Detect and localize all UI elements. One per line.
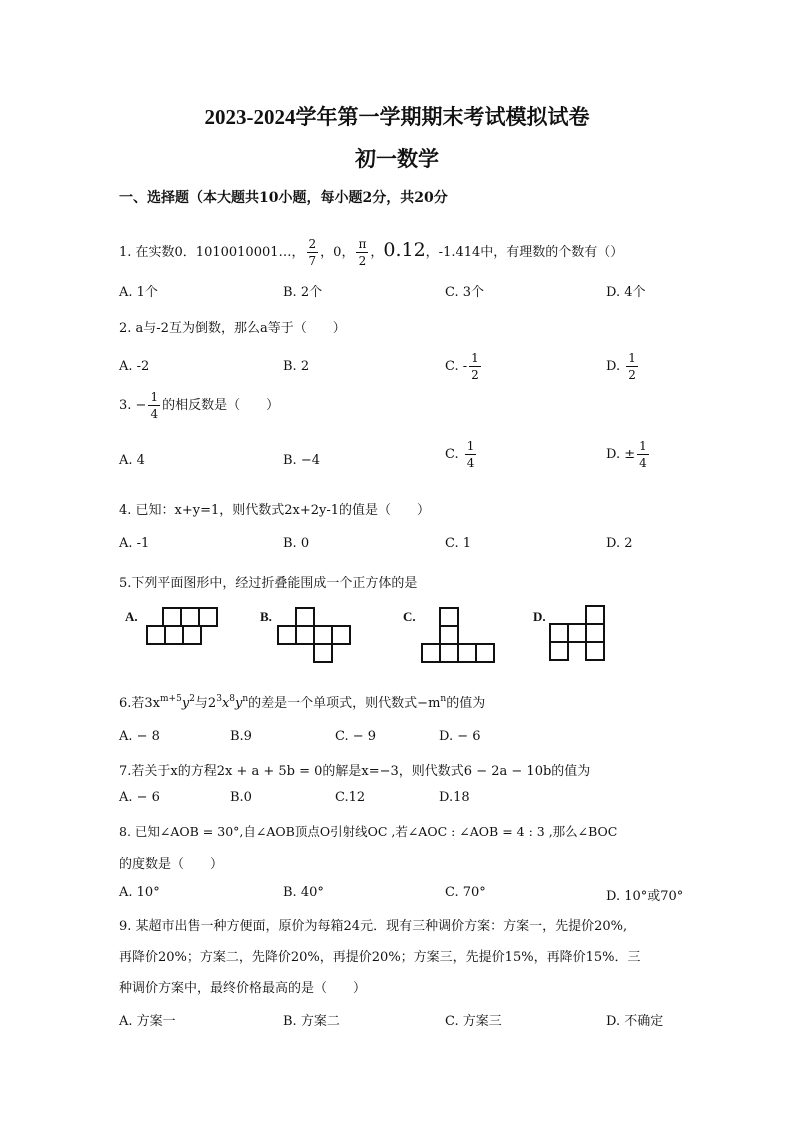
q9-option-d: D. 不确定 xyxy=(606,1014,664,1029)
q4-option-a: A. -1 xyxy=(119,536,150,551)
net-d-figure xyxy=(548,604,608,664)
question-5: 5.下列平面图形中，经过折叠能围成一个正方体的是 xyxy=(119,576,418,591)
q1-repeating-decimal: 0.12 xyxy=(383,239,426,261)
net-a-label: A. xyxy=(125,609,138,624)
question-3: 3. − $\frac{1}{4}$ 的相反数是（ ） xyxy=(119,390,280,421)
q4-option-c: C. 1 xyxy=(445,536,472,551)
q8-option-b: B. 40° xyxy=(283,885,324,900)
q1-sep2: ， xyxy=(370,245,384,260)
question-1 xyxy=(119,238,623,267)
q7-option-d: D.18 xyxy=(439,790,470,805)
question-8-line2: 的度数是（ ） xyxy=(119,857,224,872)
question-9-line3: 种调价方案中，最终价格最高的是（ ） xyxy=(119,981,367,996)
q1-sep: ，0， xyxy=(320,245,355,260)
q3-option-b: B. −4 xyxy=(283,453,320,468)
q8-option-d: D. 10°或70° xyxy=(606,889,684,904)
q4-option-d: D. 2 xyxy=(606,536,633,551)
exam-title: 2023-2024学年第一学期期末考试模拟试卷 xyxy=(204,105,590,129)
q6-option-b: B.9 xyxy=(230,729,252,744)
q1-option-b: B. 2个 xyxy=(283,285,323,300)
question-7: 7.若关于x的方程2x + a + 5b = 0的解是x=−3，则代数式6 − 2a − 10b的值为 xyxy=(119,764,591,779)
q9-option-b: B. 方案二 xyxy=(283,1014,340,1029)
q2-option-a: A. -2 xyxy=(119,359,150,374)
q3-option-d: D. ± $\frac{1}{4}$ xyxy=(606,439,647,470)
q1-suffix: ，-1.414中，有理数的个数有（） xyxy=(425,245,624,260)
q6-option-a: A. − 8 xyxy=(119,729,160,744)
q6-option-c: C. − 9 xyxy=(335,729,377,744)
q2-option-b: B. 2 xyxy=(283,359,310,374)
q1-option-a: A. 1个 xyxy=(119,285,158,300)
q1-option-d: D. 4个 xyxy=(606,285,646,300)
q7-option-b: B.0 xyxy=(230,790,252,805)
q6-option-d: D. − 6 xyxy=(439,729,481,744)
q2-option-c: C. - $\frac{1}{2}$ xyxy=(445,351,479,382)
q7-option-c: C.12 xyxy=(335,790,366,805)
q2-option-d: D. $\frac{1}{2}$ xyxy=(606,351,636,382)
question-9-line2: 再降价20%；方案二，先降价20%，再提价20%；方案三，先提价15%，再降价15%．三 xyxy=(119,950,641,965)
q9-option-c: C. 方案三 xyxy=(445,1014,502,1029)
question-4: 4. 已知：x+y=1，则代数式2x+2y-1的值是（ ） xyxy=(119,503,431,518)
q3-option-c: C. $\frac{1}{4}$ xyxy=(445,439,475,470)
net-d-label: D. xyxy=(533,609,546,624)
net-c-figure xyxy=(418,606,500,664)
q1-option-c: C. 3个 xyxy=(445,285,485,300)
q8-option-c: C. 70° xyxy=(445,885,486,900)
q7-option-a: A. − 6 xyxy=(119,790,160,805)
net-b-figure xyxy=(276,606,356,664)
exam-subtitle: 初一数学 xyxy=(355,147,439,171)
q8-option-a: A. 10° xyxy=(119,885,160,900)
section-heading: 一、选择题（本大题共10小题，每小题2分，共20分 xyxy=(119,190,448,206)
q9-option-a: A. 方案一 xyxy=(119,1014,176,1029)
net-a-figure xyxy=(145,606,221,646)
question-8-line1: 8. 已知∠AOB = 30°,自∠AOB顶点O引射线OC ,若∠AOC : ∠AOB = 4 : 3 ,那么∠BOC xyxy=(119,824,618,839)
q4-option-b: B. 0 xyxy=(283,536,310,551)
net-c-label: C. xyxy=(403,609,416,624)
q3-option-a: A. 4 xyxy=(119,453,145,468)
net-b-label: B. xyxy=(260,609,272,624)
question-2: 2. a与-2互为倒数，那么a等于（ ） xyxy=(119,321,346,336)
q1-frac-two-sevenths: $\frac{2}{7}$ xyxy=(308,237,317,268)
q1-prefix: 1. 在实数0．1010010001…， xyxy=(119,245,305,260)
question-9-line1: 9. 某超市出售一种方便面，原价为每箱24元．现有三种调价方案：方案一，先提价20%, xyxy=(119,919,628,934)
question-6: 6.若$3x^{m+5}y^2$与$2^3x^8y^n$的差是一个单项式，则代数式$-m^n$的值为 xyxy=(119,694,486,711)
q1-frac-pi-half: $\frac{\pi}{2}$ xyxy=(358,237,367,268)
